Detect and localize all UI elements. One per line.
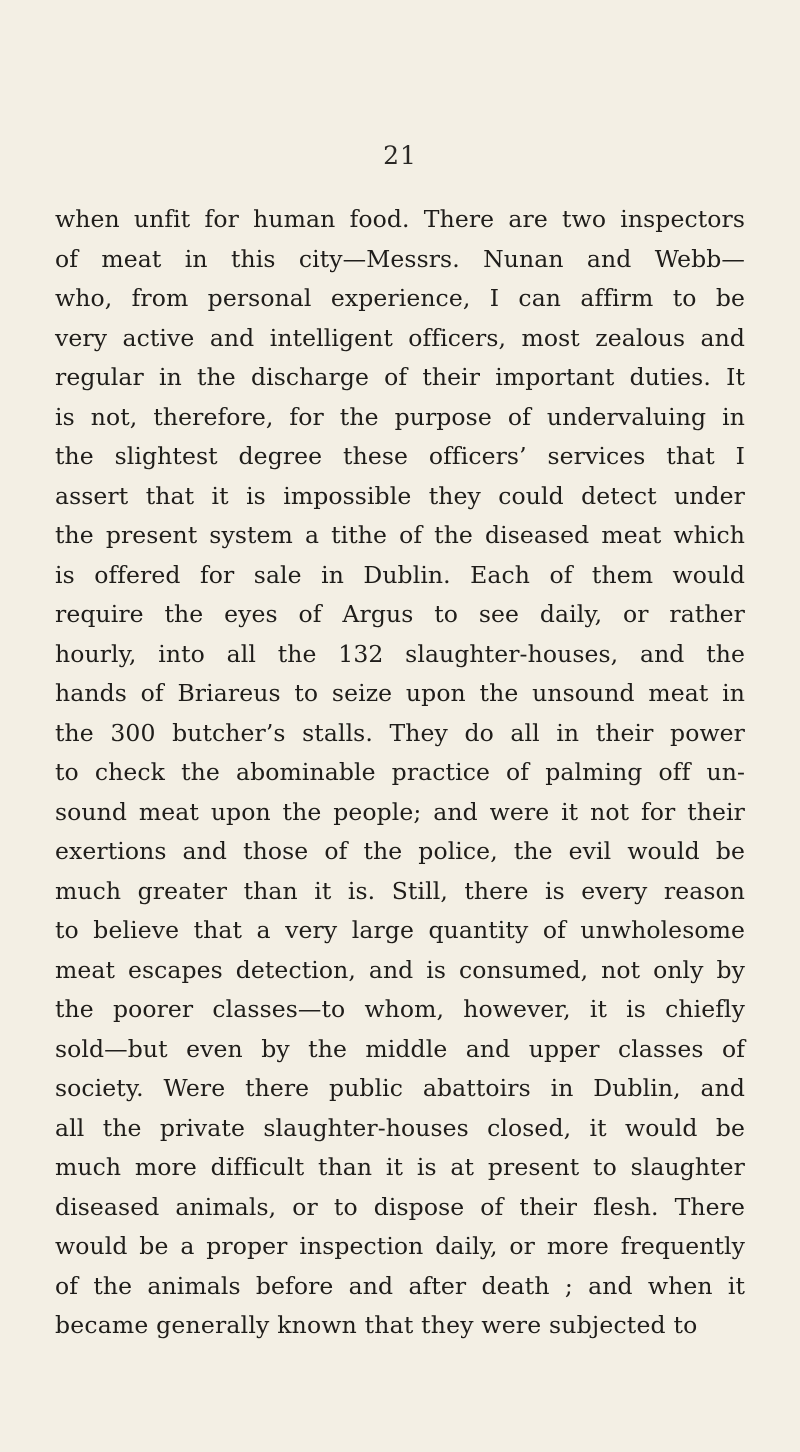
text-line: sold—but even by the middle and upper classes of (55, 1034, 745, 1063)
text-line: the 300 butcher’s stalls. They do all in their power (55, 718, 745, 747)
page-number: 21 (383, 141, 417, 170)
text-line: very active and intelligent officers, most zealous and (55, 323, 745, 352)
text-line: sound meat upon the people; and were it not for their (55, 797, 745, 826)
text-line: would be a proper inspection daily, or more frequently (55, 1232, 745, 1260)
text-line: exertions and those of the police, the evil would be (55, 837, 745, 865)
text-line: the present system a tithe of the diseased meat which (55, 521, 745, 549)
text-line: all the private slaughter-houses closed, it would be (55, 1113, 745, 1142)
text-line: of the animals before and after death ; and when it (55, 1271, 745, 1300)
text-line: of meat in this city—Messrs. Nunan and Webb— (55, 244, 745, 273)
body-text (55, 200, 745, 1346)
text-line: is offered for sale in Dublin. Each of them would (55, 560, 745, 589)
text-line: meat escapes detection, and is consumed, not only by (55, 955, 745, 984)
text-line: who, from personal experience, I can affirm to be (55, 284, 745, 312)
text-line: regular in the discharge of their important duties. It (55, 363, 745, 391)
text-line: to believe that a very large quantity of unwholesome (55, 916, 745, 944)
text-line: society. Were there public abattoirs in Dublin, and (55, 1074, 745, 1102)
text-line-last: became generally known that they were subjected to (55, 1311, 698, 1339)
text-line: when unfit for human food. There are two inspectors (55, 205, 745, 233)
text-line: is not, therefore, for the purpose of undervaluing in (55, 402, 745, 431)
text-line: diseased animals, or to dispose of their flesh. There (55, 1192, 745, 1221)
text-line: the poorer classes—to whom, however, it is chiefly (55, 995, 745, 1023)
text-line: assert that it is impossible they could detect under (55, 481, 745, 510)
text-line: require the eyes of Argus to see daily, or rather (55, 600, 745, 628)
text-line: the slightest degree these officers’ services that I (55, 442, 745, 470)
text-line: much more difficult than it is at present to slaughter (55, 1153, 745, 1181)
text-line: to check the abominable practice of palming off un- (55, 758, 745, 786)
text-line: much greater than it is. Still, there is every reason (55, 876, 745, 905)
text-line: hands of Briareus to seize upon the unsound meat in (55, 679, 745, 707)
text-line: hourly, into all the 132 slaughter-houses, and the (55, 639, 745, 668)
